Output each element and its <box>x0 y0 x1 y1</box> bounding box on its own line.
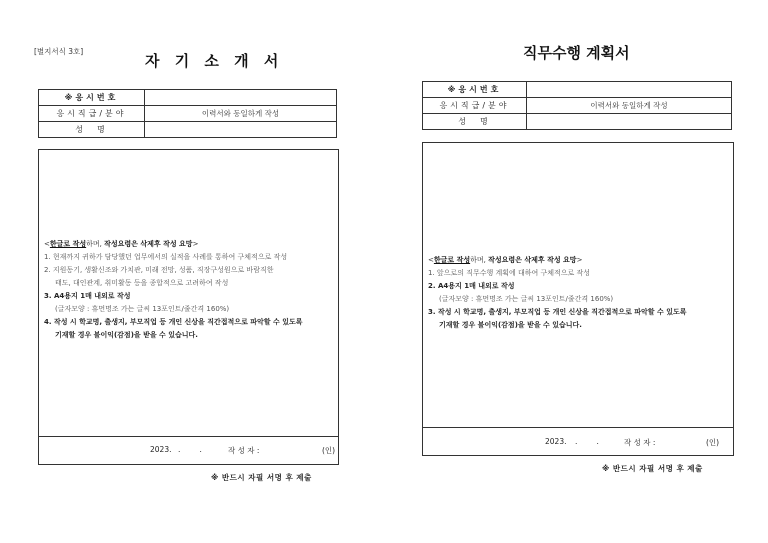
name-field[interactable] <box>145 122 337 138</box>
name-label: 성 명 <box>39 122 145 138</box>
guide-header-part: 하며, <box>86 240 105 248</box>
page-title: 자 기 소 개 서 <box>145 52 284 70</box>
author-label: 작 성 자 : <box>228 446 260 455</box>
table-row <box>39 106 337 122</box>
guide-item: 기재할 경우 불이익(감점)을 받을 수 있습니다. <box>439 321 582 329</box>
sign-date-dots: . . <box>178 445 202 454</box>
position-label: 응시직급/분야 <box>423 98 527 114</box>
applicant-number-field[interactable] <box>527 82 732 98</box>
signature-divider <box>38 436 338 437</box>
guide-item: 1. 앞으로의 직무수행 계획에 대하여 구체적으로 작성 <box>428 269 591 277</box>
applicant-number-label: ※응시번호 <box>39 90 145 106</box>
guide-item: 2. A4용지 1매 내외로 작성 <box>428 282 515 290</box>
guide-header-part: > <box>192 240 199 248</box>
guide-header-part: < <box>44 240 50 248</box>
writing-guide <box>44 238 336 342</box>
signature-divider <box>422 427 733 428</box>
guide-header <box>44 238 336 251</box>
guide-header <box>428 254 728 267</box>
guide-item: 2. 지원동기, 생활신조와 가치관, 미래 전망, 성품, 직장구성원으로 바람직한 <box>44 266 274 274</box>
guide-item: 3. 작성 시 학교명, 출생지, 부모직업 등 개인 신상을 직간접적으로 파악할 수 있도록 <box>428 308 687 316</box>
guide-item: 1. 현재까지 귀하가 담당했던 업무에서의 실적을 사례를 통하여 구체적으로 작성 <box>44 253 288 261</box>
guide-header-part: 한글로 작성 <box>433 256 471 264</box>
guide-header-part: 한글로 작성 <box>49 240 87 248</box>
signature-notice: ※ 반드시 자필 서명 후 제출 <box>602 464 703 473</box>
applicant-number-field[interactable] <box>145 90 337 106</box>
writing-guide <box>428 254 728 332</box>
table-row <box>39 122 337 138</box>
guide-header-part: > <box>576 256 583 264</box>
guide-item: 기재할 경우 불이익(감점)을 받을 수 있습니다. <box>55 331 198 339</box>
seal-mark[interactable]: (인) <box>322 446 336 455</box>
guide-item: (글자모양 : 휴먼명조 가는 글씨 13포인트/줄간격 160%) <box>55 305 230 313</box>
table-row <box>423 114 732 130</box>
table-row <box>423 98 732 114</box>
guide-header-part: 작성요령은 삭제후 작성 요망 <box>488 256 577 264</box>
seal-mark[interactable]: (인) <box>706 438 720 447</box>
name-label: 성 명 <box>423 114 527 130</box>
position-label: 응시직급/분야 <box>39 106 145 122</box>
author-label: 작 성 자 : <box>624 438 656 447</box>
guide-item: 4. 작성 시 학교명, 출생지, 부모직업 등 개인 신상을 직간접적으로 파악할 수 있도록 <box>44 318 303 326</box>
form-label: [별지서식 3호] <box>34 47 84 56</box>
position-field[interactable]: 이력서와 동일하게 작성 <box>527 98 732 114</box>
table-row <box>39 90 337 106</box>
guide-item: (글자모양 : 휴먼명조 가는 글씨 13포인트/줄간격 160%) <box>439 295 614 303</box>
sign-year: 2023. <box>545 437 567 446</box>
page-title: 직무수행 계획서 <box>523 44 630 62</box>
applicant-info-table <box>422 81 732 130</box>
guide-header-part: 하며, <box>470 256 489 264</box>
guide-item: 태도, 대인관계, 취미활동 등을 종합적으로 고려하여 작성 <box>55 279 229 287</box>
sign-date-dots: . . <box>575 437 599 446</box>
table-row <box>423 82 732 98</box>
applicant-number-label: ※응시번호 <box>423 82 527 98</box>
applicant-info-table <box>38 89 337 138</box>
signature-notice: ※ 반드시 자필 서명 후 제출 <box>211 473 312 482</box>
guide-header-part: 작성요령은 삭제후 작성 요망 <box>104 240 193 248</box>
guide-item: 3. A4용지 1매 내외로 작성 <box>44 292 131 300</box>
position-field[interactable]: 이력서와 동일하게 작성 <box>145 106 337 122</box>
name-field[interactable] <box>527 114 732 130</box>
guide-header-part: < <box>428 256 434 264</box>
sign-year: 2023. <box>150 445 172 454</box>
